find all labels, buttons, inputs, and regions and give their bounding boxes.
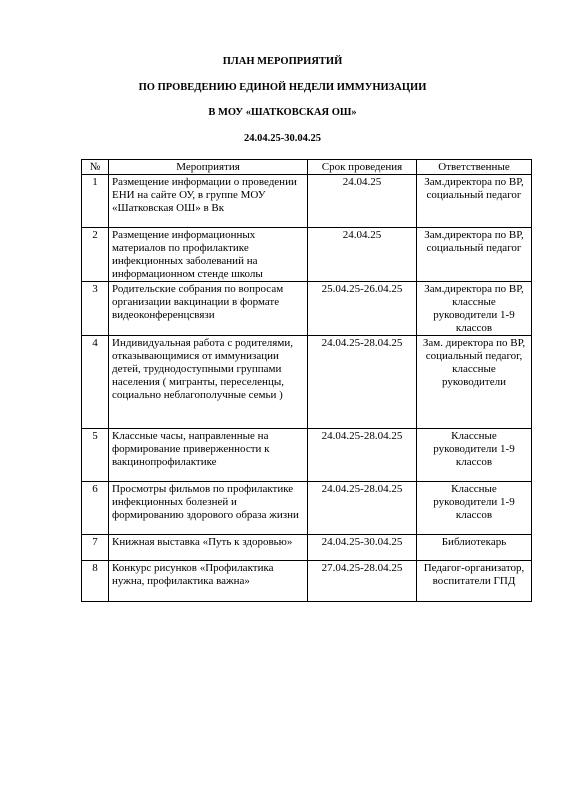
row-responsible: Зам.директора по ВР, социальный педагог [417,175,532,228]
row-event: Конкурс рисунков «Профилактика нужна, профилактика важна» [109,561,308,602]
row-responsible: Классные руководители 1-9 классов [417,429,532,482]
table-row [82,336,532,429]
row-date: 27.04.25-28.04.25 [308,561,417,602]
row-number: 5 [82,429,109,482]
table-row [82,228,532,282]
header-event: Мероприятия [109,160,308,175]
row-responsible: Зам.директора по ВР, социальный педагог [417,228,532,282]
row-event: Родительские собрания по вопросам организации вакцинации в формате видеоконференцсвязи [109,282,308,336]
school-name: В МОУ «ШАТКОВСКАЯ ОШ» [208,107,357,118]
row-event: Книжная выставка «Путь к здоровью» [109,535,308,561]
date-range: 24.04.25-30.04.25 [244,133,321,144]
row-date: 24.04.25-28.04.25 [308,336,417,429]
row-number: 8 [82,561,109,602]
row-event: Размещение информационных материалов по профилактике инфекционных заболеваний на информационном стенде школы [109,228,308,282]
row-number: 6 [82,482,109,535]
row-number: 7 [82,535,109,561]
row-event: Размещение информации о проведении ЕНИ на сайте ОУ, в группе МОУ «Шатковская ОШ» в Вк [109,175,308,228]
row-event: Классные часы, направленные на формирование приверженности к вакцинопрофилактике [109,429,308,482]
row-number: 1 [82,175,109,228]
row-responsible: Зам.директора по ВР, классные руководители 1-9 классов [417,282,532,336]
row-responsible: Библиотекарь [417,535,532,561]
row-date: 24.04.25 [308,228,417,282]
row-date: 24.04.25-30.04.25 [308,535,417,561]
table-row [82,282,532,336]
row-event: Индивидуальная работа с родителями, отказывающимися от иммунизации детей, труднодоступными группами населения ( мигранты, переселенцы, социально неблагополучные семьи ) [109,336,308,429]
header-date: Срок проведения [308,160,417,175]
row-date: 24.04.25 [308,175,417,228]
row-number: 2 [82,228,109,282]
table-row [82,429,532,482]
table-header-row [82,160,532,175]
document-subtitle: ПО ПРОВЕДЕНИЮ ЕДИНОЙ НЕДЕЛИ ИММУНИЗАЦИИ [138,82,427,93]
events-table [81,159,532,602]
header-responsible: Ответственные [417,160,532,175]
table-row [82,482,532,535]
table-row [82,535,532,561]
row-date: 24.04.25-28.04.25 [308,482,417,535]
row-date: 25.04.25-26.04.25 [308,282,417,336]
row-responsible: Классные руководители 1-9 классов [417,482,532,535]
row-number: 4 [82,336,109,429]
row-number: 3 [82,282,109,336]
row-responsible: Зам. директора по ВР, социальный педагог, классные руководители [417,336,532,429]
document-title: ПЛАН МЕРОПРИЯТИЙ [222,56,343,67]
row-responsible: Педагог-организатор, воспитатели ГПД [417,561,532,602]
table-row [82,175,532,228]
row-event: Просмотры фильмов по профилактике инфекционных болезней и формированию здорового образа жизни [109,482,308,535]
header-number: № [82,160,109,175]
table-row [82,561,532,602]
row-date: 24.04.25-28.04.25 [308,429,417,482]
